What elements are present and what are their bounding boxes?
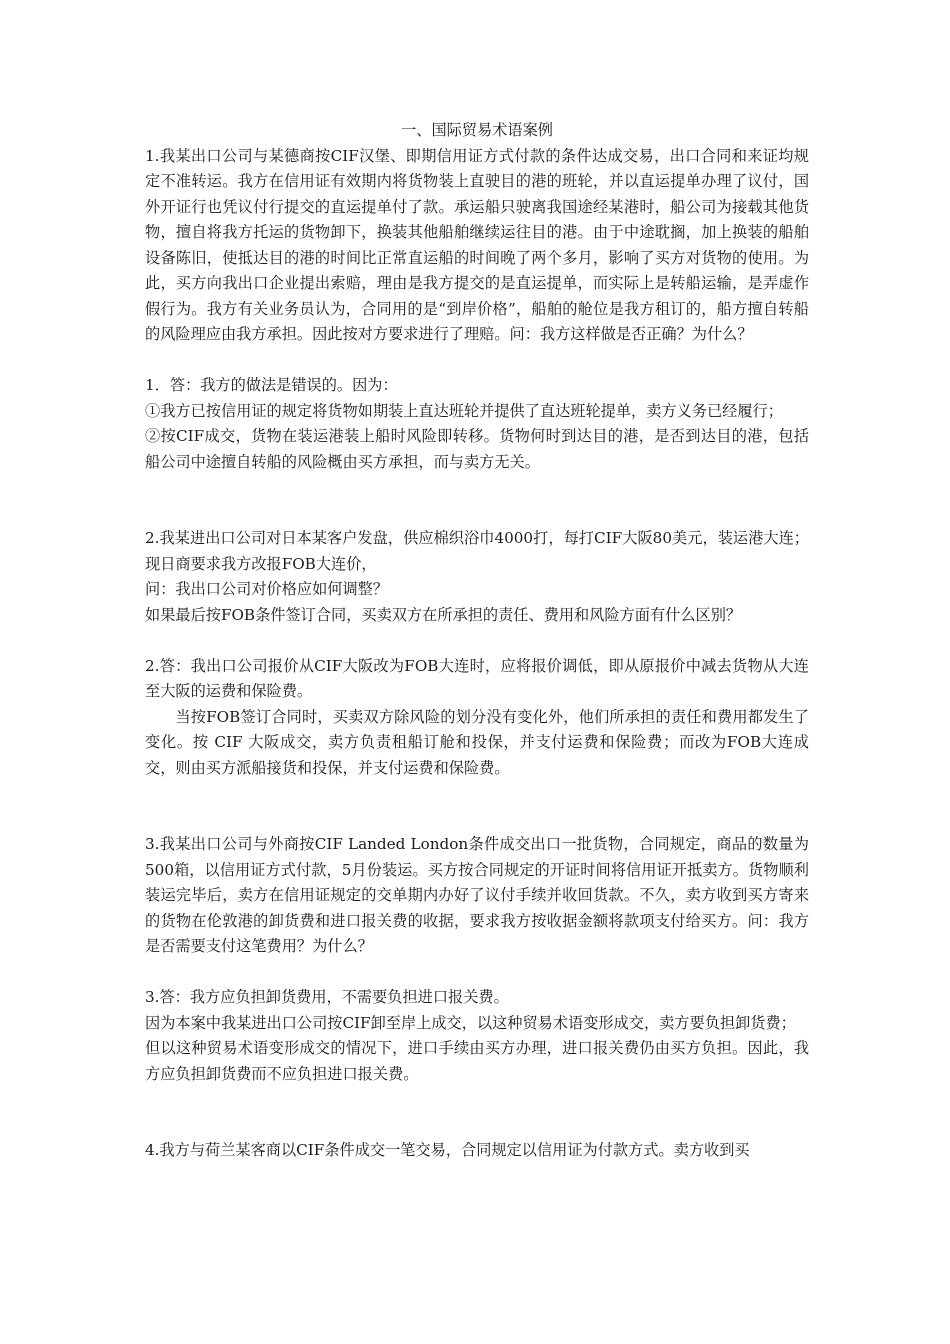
spacer <box>145 628 809 654</box>
case1-answer-point2: ②按CIF成交，货物在装运港装上船时风险即转移。货物何时到达目的港，是否到达目的港，包括船公司中途擅自转船的风险概由买方承担，而与卖方无关。 <box>145 427 809 471</box>
case3-answer3: 但以这种贸易术语变形成交的情况下，进口手续由买方办理，进口报关费仍由买方负担。因此，我方应负担卸货费而不应负担进口报关费。 <box>145 1039 809 1083</box>
case1-answer-intro: 1．答：我方的做法是错误的。因为： <box>145 376 398 394</box>
case2-question: 2.我某进出口公司对日本某客户发盘，供应棉织浴巾4000打，每打CIF大阪80美元，装运港大连；现日商要求我方改报FOB大连价， <box>145 529 809 573</box>
case1-question: 1.我某出口公司与某德商按CIF汉堡、即期信用证方式付款的条件达成交易，出口合同和来证均规定不准转运。我方在信用证有效期内将货物装上直驶目的港的班轮，并以直运提单办理了议付，国外开证行也凭议付行提交的直运提单付了款。承运船只驶离我国途经某港时，船公司为接载其他货物，擅自将我方托运的货物卸下，换装其他船舶继续运往目的港。由于中途耽搁，加上换装的船舶设备陈旧，使抵达目的港的时间比正常直运船的时间晚了两个多月，影响了买方对货物的使用。为此，买方向我出口企业提出索赔，理由是我方提交的是直运提单，而实际上是转船运输，是弄虚作假行为。我方有关业务员认为，合同用的是“到岸价格”，船舶的舱位是我方租订的，船方擅自转船的风险理应由我方承担。因此按对方要求进行了理赔。问：我方这样做是否正确？为什么？ <box>145 146 809 343</box>
spacer <box>145 1087 809 1138</box>
document-page <box>145 118 809 1164</box>
spacer <box>145 781 809 832</box>
case4-question: 4.我方与荷兰某客商以CIF条件成交一笔交易，合同规定以信用证为付款方式。卖方收到买 <box>145 1141 750 1159</box>
spacer <box>145 960 809 986</box>
document-title: 一、国际贸易术语案例 <box>401 121 553 139</box>
case3-answer1: 3.答：我方应负担卸货费用，不需要负担进口报关费。 <box>145 988 509 1006</box>
case2-question-line3: 如果最后按FOB条件签订合同，买卖双方在所承担的责任、费用和风险方面有什么区别？ <box>145 605 742 624</box>
spacer <box>145 475 809 526</box>
case3-answer2: 因为本案中我某进出口公司按CIF卸至岸上成交，以这种贸易术语变形成交，卖方要负担卸货费； <box>145 1013 796 1032</box>
case2-answer1: 2.答：我出口公司报价从CIF大阪改为FOB大连时，应将报价调低，即从原报价中减去货物从大连至大阪的运费和保险费。 <box>145 656 809 700</box>
case2-question-line2: 问：我出口公司对价格应如何调整？ <box>145 580 388 598</box>
case1-answer-point1: ①我方已按信用证的规定将货物如期装上直达班轮并提供了直达班轮提单，卖方义务已经履行； <box>145 401 783 420</box>
case3-question: 3.我某出口公司与外商按CIF Landed London条件成交出口一批货物，合同规定，商品的数量为500箱，以信用证方式付款，5月份装运。买方按合同规定的开证时间将信用证开抵卖方。货物顺利装运完毕后，卖方在信用证规定的交单期内办好了议付手续并收回货款。不久，卖方收到买方寄来的货物在伦敦港的卸货费和进口报关费的收据，要求我方按收据金额将款项支付给买方。问：我方是否需要支付这笔费用？为什么？ <box>145 835 809 955</box>
spacer <box>145 348 809 374</box>
case2-answer2: 当按FOB签订合同时，买卖双方除风险的划分没有变化外，他们所承担的责任和费用都发生了变化。按 CIF 大阪成交，卖方负责租船订舱和投保，并支付运费和保险费；而改为FOB大连成交，则由买方派船接货和投保，并支付运费和保险费。 <box>145 707 809 777</box>
